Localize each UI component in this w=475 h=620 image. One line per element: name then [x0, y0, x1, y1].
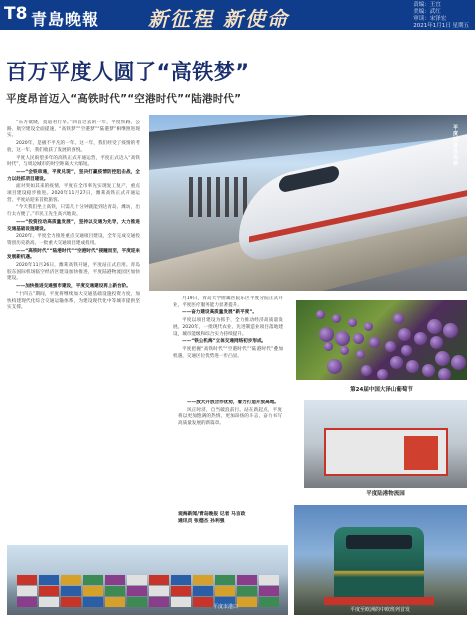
paragraph: “十四五”期间，平度将继续加大交通基础设施投资力度，加快构建现代化综合交通运输体系，为建设现代化中等城市提供坚实支撑。	[7, 291, 140, 311]
container-block	[83, 575, 103, 585]
grape-icon	[398, 328, 411, 341]
grape-icon	[393, 313, 404, 324]
grape-icon	[316, 310, 325, 319]
grapes-photo	[296, 300, 467, 380]
red-banner	[324, 597, 434, 605]
byline-correspondent: 通讯员 张德杰 孙利强	[178, 518, 225, 524]
byline	[178, 512, 282, 525]
container-block	[259, 575, 279, 585]
issue-date: 2021年1月1日 星期五	[413, 23, 469, 29]
truck-cab	[404, 436, 438, 470]
grape-icon	[401, 345, 412, 356]
proofreader-label: 审读：宋泽宏	[413, 16, 447, 22]
truck-photo	[304, 400, 467, 488]
container-block	[17, 575, 37, 585]
container-block	[215, 575, 235, 585]
container-block	[259, 586, 279, 596]
paragraph: “今天我们坐上高铁，只需几十分钟就能到达青岛、潍坊，出行太方便了。”市民王先生高兴地说。	[7, 205, 140, 218]
section-lead: ——“会铁串通，平度兑现”，坚决打赢疫情防控阻击战，全力以赴抓项目建设。	[7, 169, 140, 182]
section-lead: ——“铁公机海”立体交通网络初步形成。	[182, 339, 267, 345]
grape-icon	[406, 360, 419, 373]
grape-icon	[335, 331, 350, 346]
grape-icon	[361, 365, 372, 376]
container-block	[17, 597, 37, 607]
paragraph: 月19日，青岛大学附属医院东区平度分院正式开业，平度医疗服务能力显著提升。	[173, 296, 283, 308]
container-block	[171, 586, 191, 596]
grape-icon	[385, 341, 396, 352]
grape-icon	[390, 356, 403, 369]
crowd	[189, 177, 249, 217]
edition-meta	[413, 2, 469, 30]
grape-icon	[422, 364, 435, 377]
container-block	[61, 597, 81, 607]
section-lead: ——“高铁时代”“陆港时代”“空港时代”接踵而至，平度迎来发展新机遇。	[7, 248, 140, 261]
paragraph: 平度人民盼望多年的高铁正式开通运营，平度正式迈入“高铁时代”，与周边城市的时空距离大大缩短。	[7, 155, 140, 168]
container-block	[127, 597, 147, 607]
container-block	[105, 586, 125, 596]
container-block	[61, 586, 81, 596]
container-block	[237, 586, 257, 596]
port-photo	[7, 545, 288, 615]
editor-label: 责编：王宜	[413, 2, 441, 8]
grape-icon	[377, 369, 388, 380]
container-block	[39, 597, 59, 607]
section-slogan: 新征程 新使命	[148, 7, 289, 31]
container-block	[149, 575, 169, 585]
truck-caption: 平度陆港物流园	[366, 491, 405, 497]
container-block	[39, 586, 59, 596]
grape-icon	[435, 351, 450, 366]
paragraph: 平度把握“高铁时代”“空港时代”“陆港时代”叠加机遇，交通区位优势进一步凸显。	[173, 346, 283, 359]
container-block	[127, 586, 147, 596]
article-column-1	[7, 120, 140, 540]
container-block	[259, 597, 279, 607]
container-block	[193, 575, 213, 585]
article-column-3	[178, 400, 282, 512]
train-caption: 平度站首发高铁	[453, 125, 459, 167]
container-block	[83, 597, 103, 607]
paragraph: “东方欲晓，莫道君行早。”回首过去的一年，平度铁路、公路、航空建设全面提速，“高铁梦”“空港梦”“陆港梦”相继照进现实。	[7, 120, 140, 139]
grape-icon	[353, 333, 364, 344]
section-lead: ——奋力建设高质量发展“新平度”。	[182, 310, 257, 316]
container-block	[237, 597, 257, 607]
container-block	[127, 575, 147, 585]
container-block	[171, 575, 191, 585]
page-header	[0, 0, 475, 30]
headline-title: 百万平度人圆了“高铁梦”	[6, 60, 250, 84]
paragraph: 平度以项目建设为抓手，全力推动经济高质量发展。2020年，一批现代农业、先进制造业项目落地建设，城市能级和综合实力持续提升。	[173, 318, 283, 337]
grape-icon	[451, 355, 466, 370]
section-lead: ——放大开放合作优势，着力打造开放高地。	[187, 400, 279, 405]
designer-label: 美编：武红	[413, 9, 441, 15]
section-lead: ——加快推进交通强市建设，平度交通建设再上新台阶。	[16, 284, 131, 290]
container-block	[149, 586, 169, 596]
paragraph: 2020年，是极不平凡的一年。这一年，我们经受了疫情的考验，这一年，我们收获了发展的喜悦。	[7, 141, 140, 153]
grape-icon	[427, 319, 442, 334]
grape-icon	[430, 336, 443, 349]
grape-icon	[340, 346, 349, 355]
grape-icon	[443, 323, 458, 338]
grape-icon	[332, 314, 341, 323]
container-block	[39, 575, 59, 585]
locomotive-window	[346, 535, 412, 549]
grape-icon	[324, 342, 333, 351]
port-caption: 平度市港口	[213, 604, 239, 610]
grape-icon	[364, 322, 373, 331]
grape-icon	[438, 368, 451, 380]
grape-icon	[327, 359, 342, 374]
page-code: T8	[4, 4, 28, 24]
paragraph: 2020年11月26日，潍莱高铁开通，平度站正式启用。青岛胶东国际机场临空经济区建设加快推进，平度陆港物流园区加快建设。	[7, 263, 140, 282]
container-block	[61, 575, 81, 585]
section-lead: ——“投资拉动高质量发展”，坚持以交通为先导，大力推进交通基础设施建设。	[7, 219, 140, 232]
locomotive-photo	[294, 505, 467, 615]
grape-icon	[414, 332, 427, 345]
container-block	[171, 597, 191, 607]
grape-icon	[319, 327, 334, 342]
paragraph: 风正时济，自当破浪前行。站在新起点，平度将以更加饱满的热情、更加昂扬的斗志，奋力书写高质量发展的新篇章。	[178, 407, 282, 427]
container-block	[105, 597, 125, 607]
grape-icon	[348, 318, 357, 327]
container-block	[193, 586, 213, 596]
container-block	[105, 575, 125, 585]
train-photo	[149, 115, 467, 291]
container-block	[149, 597, 169, 607]
grapes-caption: 第24届中国大泽山葡萄节	[350, 387, 413, 393]
container-block	[17, 586, 37, 596]
container-block	[215, 586, 235, 596]
container-block	[193, 597, 213, 607]
container-block	[83, 586, 103, 596]
paragraph: 面对突如其来的疫情，平度在全市率先实现复工复产，重点项目建设稳步推进。2020年11月27日，潍莱高铁正式开通运营，平度站迎来首批旅客。	[7, 184, 140, 203]
paragraph: 2020年，平度全力推进重点交通项目建设，全年完成交通投资创历史新高，一批重大交通项目建成投用。	[7, 234, 140, 246]
locomotive-caption: 平度至欧洲的中欧班列首发	[349, 607, 410, 613]
grape-icon	[369, 337, 380, 348]
container-block	[237, 575, 257, 585]
byline-reporter: 观海新闻/青岛晚报 记者 马言政	[178, 512, 246, 517]
headline-subtitle: 平度昂首迈入“高铁时代”“空港时代”“陆港时代”	[6, 93, 242, 105]
grape-icon	[356, 350, 365, 359]
paper-name: 青島晚報	[31, 10, 100, 29]
